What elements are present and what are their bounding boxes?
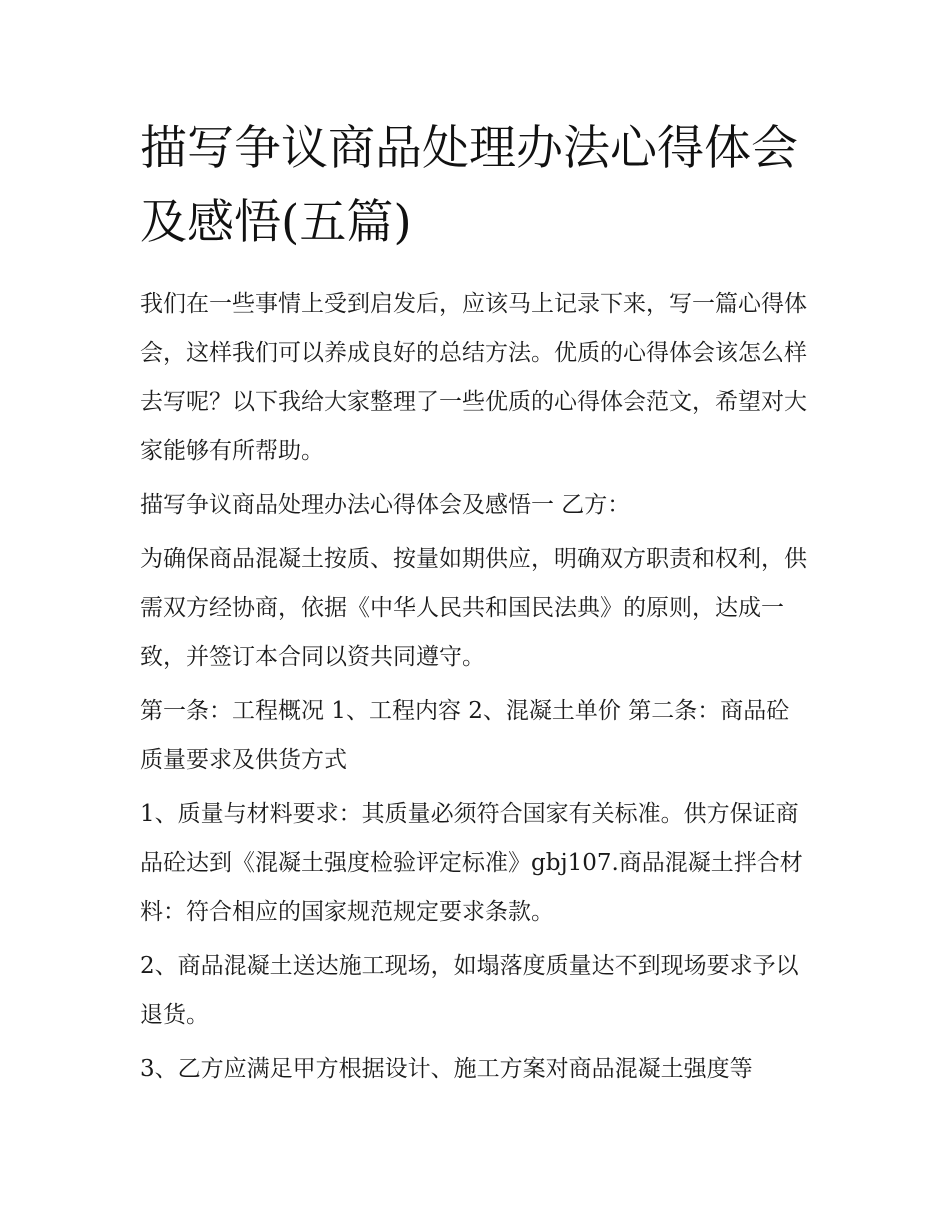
quality-requirement-paragraph: 1、质量与材料要求：其质量必须符合国家有关标准。供方保证商品砼达到《混凝土强度检验评定标准》gbj107.商品混凝土拌合材料：符合相应的国家规范规定要求条款。 <box>140 801 803 925</box>
section-heading: 描写争议商品处理办法心得体会及感悟一 乙方： <box>140 492 631 518</box>
article-one-paragraph: 第一条：工程概况 1、工程内容 2、混凝土单价 第二条：商品砼质量要求及供货方式 <box>140 698 790 773</box>
contract-purpose-paragraph: 为确保商品混凝土按质、按量如期供应，明确双方职责和权利，供需双方经协商，依据《中华人民共和国民法典》的原则，达成一致，并签订本合同以资共同遵守。 <box>140 546 807 670</box>
document-body <box>140 112 812 1099</box>
document-title: 描写争议商品处理办法心得体会及感悟(五篇) <box>140 121 798 250</box>
delivery-paragraph: 2、商品混凝土送达施工现场，如塌落度质量达不到现场要求予以退货。 <box>140 953 799 1028</box>
party-b-obligation-paragraph: 3、乙方应满足甲方根据设计、施工方案对商品混凝土强度等 <box>140 1056 753 1082</box>
intro-paragraph: 我们在一些事情上受到启发后，应该马上记录下来，写一篇心得体会，这样我们可以养成良好的总结方法。优质的心得体会该怎么样去写呢？以下我给大家整理了一些优质的心得体会范文，希望对大家能够有所帮助。 <box>140 291 807 464</box>
